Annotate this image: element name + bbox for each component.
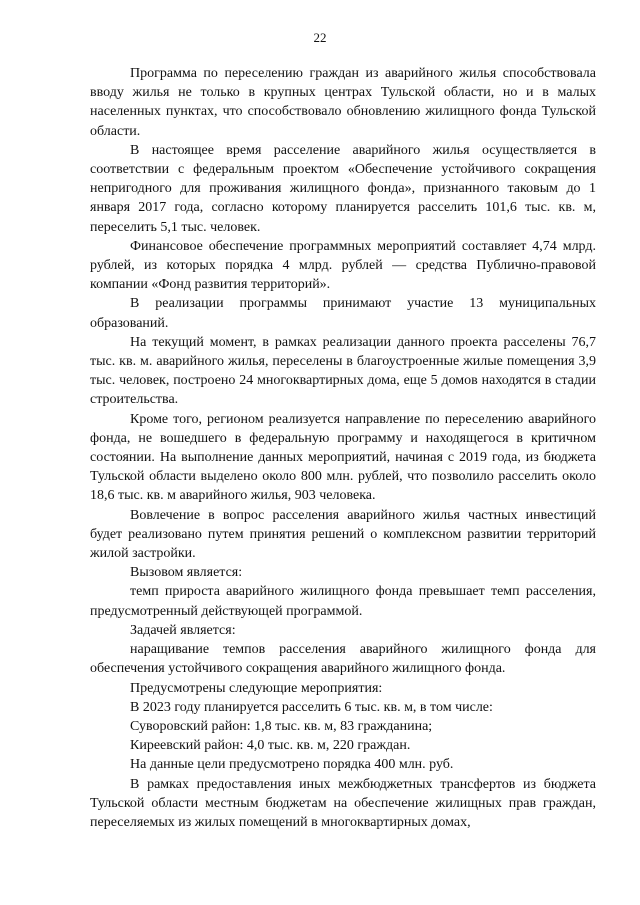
paragraph: Финансовое обеспечение программных мероприятий составляет 4,74 млрд. рублей, из которых порядка 4 млрд. рублей — средства Публично-правовой компании «Фонд развития территорий». xyxy=(90,238,596,293)
paragraph: Суворовский район: 1,8 тыс. кв. м, 83 гражданина; xyxy=(130,718,433,734)
paragraph: В настоящее время расселение аварийного жилья осуществляется в соответствии с федеральным проектом «Обеспечение устойчивого сокращения непригодного для проживания жилищного фонда», признанного таковым до 1 января 2017 года, согласно которому планируется расселить 101,6 тыс. кв. м, переселить 5,1 тыс. человек. xyxy=(90,142,596,235)
paragraph: Предусмотрены следующие мероприятия: xyxy=(130,680,383,696)
paragraph: Вызовом является: xyxy=(130,565,243,581)
paragraph: В 2023 году планируется расселить 6 тыс. кв. м, в том числе: xyxy=(130,699,493,715)
paragraph: Задачей является: xyxy=(130,622,236,638)
paragraph: Киреевский район: 4,0 тыс. кв. м, 220 граждан. xyxy=(130,738,411,754)
paragraph: Программа по переселению граждан из аварийного жилья способствовала вводу жилья не только в крупных центрах Тульской области, но и в малых населенных пунктах, что способствовало обновлению жилищного фонда Тульской области. xyxy=(90,66,596,139)
paragraph: В рамках предоставления иных межбюджетных трансфертов из бюджета Тульской области местным бюджетам на обеспечение жилищных прав граждан, переселяемых из жилых помещений в многоквартирных домах, xyxy=(90,776,596,830)
paragraph: В реализации программы принимают участие 13 муниципальных образований. xyxy=(90,296,596,331)
page-number: 22 xyxy=(313,30,327,45)
paragraph: темп прироста аварийного жилищного фонда превышает темп расселения, предусмотренный действующей программой. xyxy=(90,584,596,619)
paragraph: наращивание темпов расселения аварийного жилищного фонда для обеспечения устойчивого сокращения аварийного жилищного фонда. xyxy=(90,642,596,677)
paragraph: На данные цели предусмотрено порядка 400 млн. руб. xyxy=(130,757,454,773)
document-body xyxy=(90,64,596,832)
paragraph: Вовлечение в вопрос расселения аварийного жилья частных инвестиций будет реализовано путем принятия решений о комплексном развитии территорий жилой застройки. xyxy=(90,507,596,562)
paragraph: Кроме того, регионом реализуется направление по переселению аварийного фонда, не вошедшего в федеральную программу и находящегося в критичном состоянии. На выполнение данных мероприятий, начиная с 2019 года, из бюджета Тульской области выделено около 800 млн. рублей, что позволило расселить около 18,6 тыс. кв. м аварийного жилья, 903 человека. xyxy=(90,411,596,504)
paragraph: На текущий момент, в рамках реализации данного проекта расселены 76,7 тыс. кв. м. аварийного жилья, переселены в благоустроенные жилые помещения 3,9 тыс. человек, построено 24 многоквартирных дома, еще 5 домов находятся в стадии строительства. xyxy=(90,334,596,408)
